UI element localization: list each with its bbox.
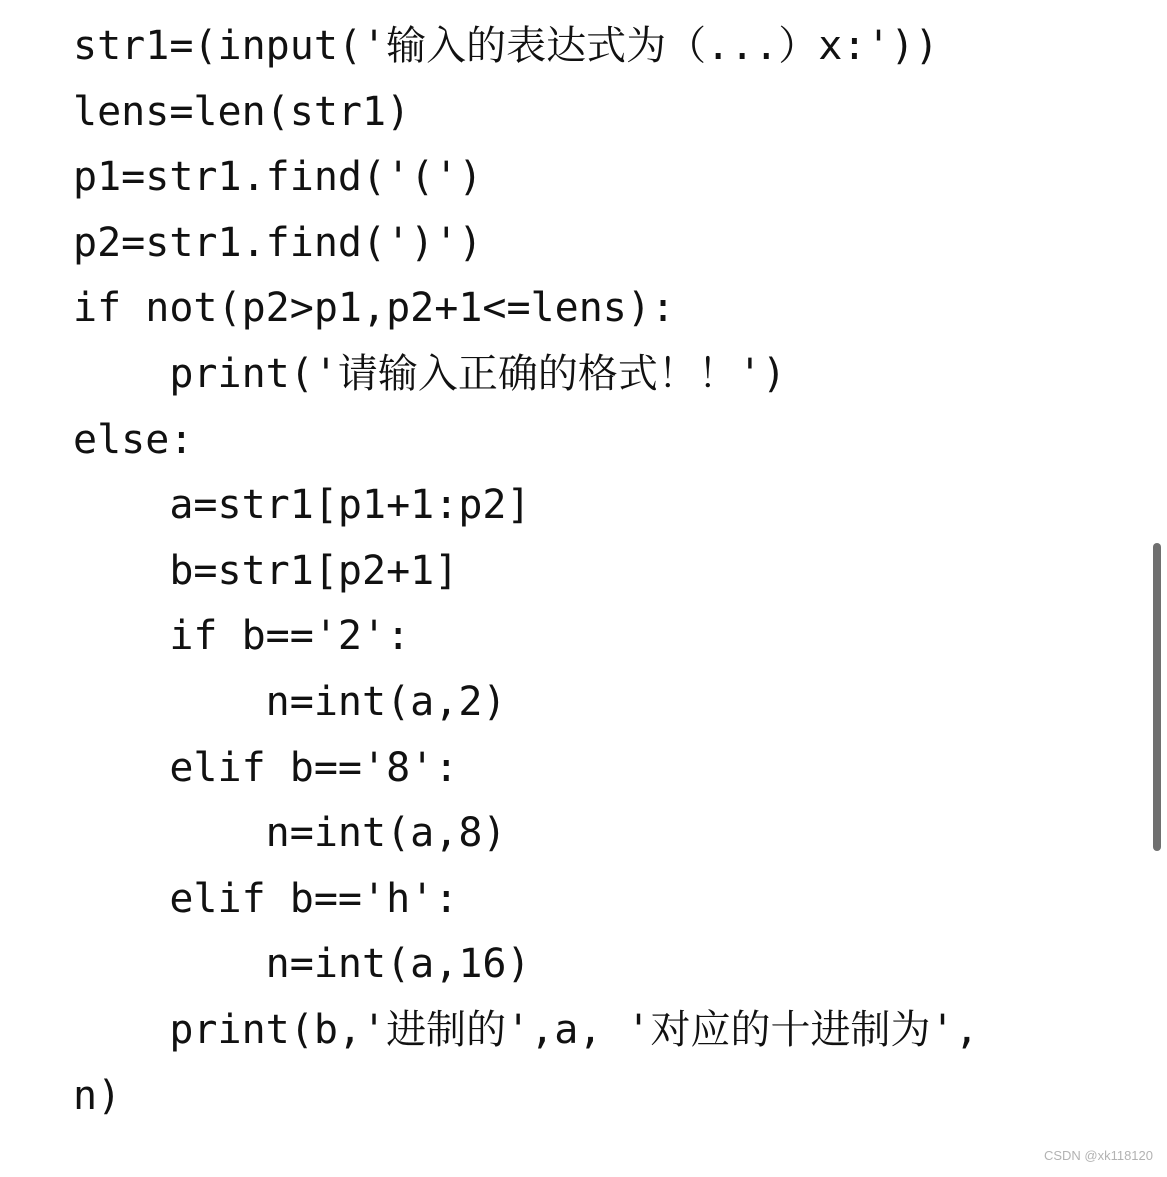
code-line: if not(p2>p1,p2+1<=lens): bbox=[73, 285, 676, 332]
vertical-scrollbar[interactable] bbox=[1153, 543, 1161, 851]
code-line: else: bbox=[73, 416, 194, 463]
code-line: b=str1[p2+1] bbox=[73, 547, 459, 594]
code-line: lens=len(str1) bbox=[73, 88, 411, 135]
code-line: elif b=='8': bbox=[73, 744, 459, 791]
scrollbar-thumb[interactable] bbox=[1153, 543, 1161, 851]
code-line: elif b=='h': bbox=[73, 875, 459, 922]
code-line: n=int(a,2) bbox=[73, 678, 507, 725]
watermark: CSDN @xk118120 bbox=[1043, 1148, 1153, 1163]
code-line: print('请输入正确的格式！！') bbox=[73, 350, 787, 397]
code-line: p2=str1.find(')') bbox=[73, 219, 483, 266]
code-block bbox=[73, 14, 979, 1129]
code-line: p1=str1.find('(') bbox=[73, 154, 483, 201]
code-line: a=str1[p1+1:p2] bbox=[73, 482, 531, 529]
code-line: print(b,'进制的',a, '对应的十进制为', bbox=[73, 1006, 979, 1053]
code-line: n=int(a,16) bbox=[73, 941, 531, 988]
code-line: str1=(input('输入的表达式为（...）x:')) bbox=[73, 23, 939, 69]
code-line: n=int(a,8) bbox=[73, 810, 507, 857]
code-line: n) bbox=[73, 1072, 122, 1119]
code-line: if b=='2': bbox=[73, 613, 411, 660]
